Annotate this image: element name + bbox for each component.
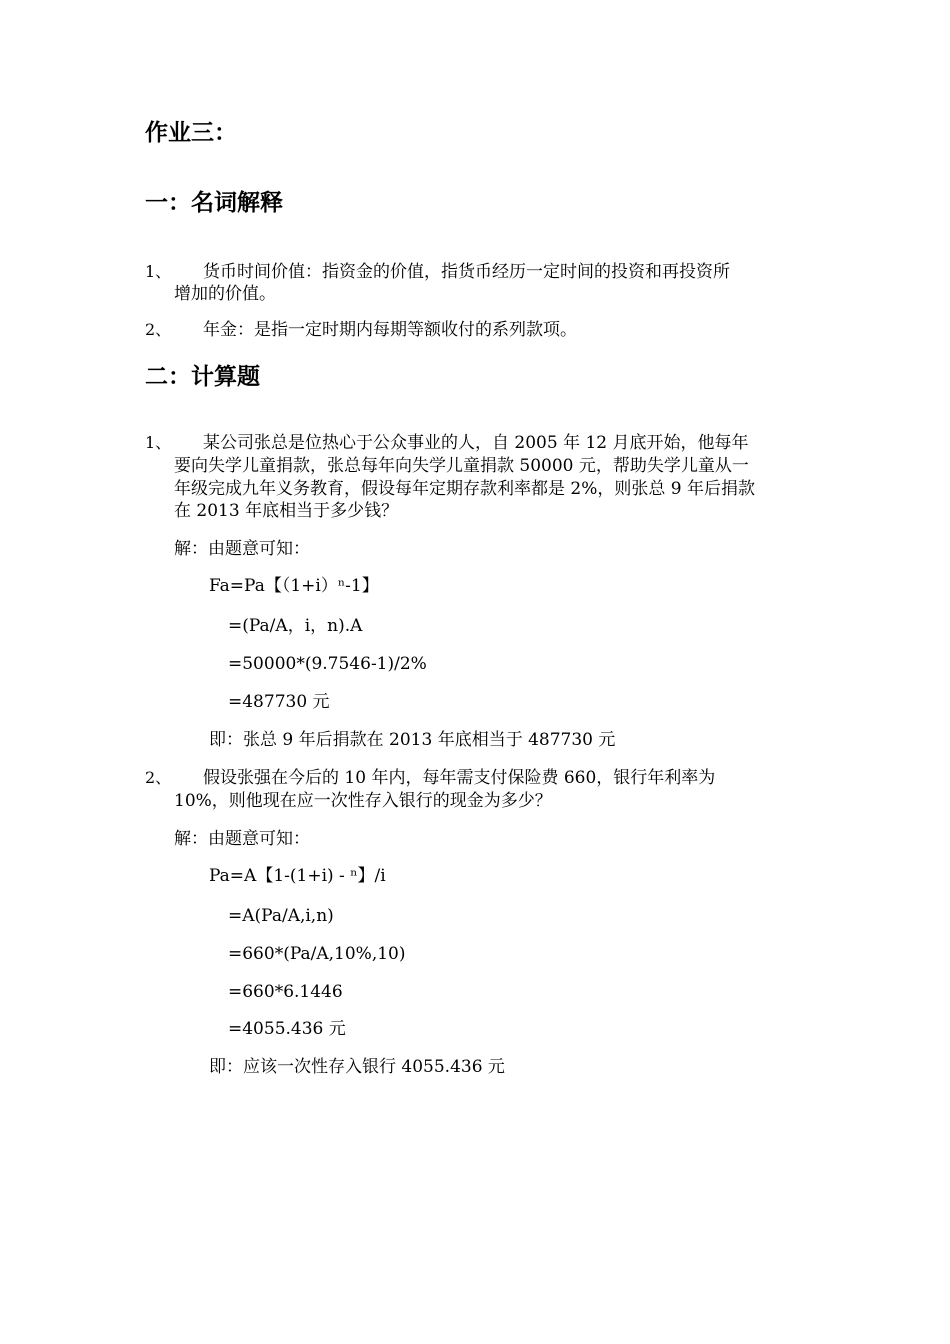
question-number: 1、 [145, 433, 172, 452]
formula: Fa=Pa【（1+i）ⁿ-1】 [209, 576, 379, 596]
definition-line: 增加的价值。 [174, 284, 276, 304]
solution-step: =4055.436 元 [228, 1019, 346, 1039]
question-line: 某公司张总是位热心于公众事业的人，自 2005 年 12 月底开始，他每年 [203, 433, 749, 453]
page-title: 作业三： [145, 120, 237, 146]
solution-step: =A(Pa/A,i,n) [228, 906, 334, 926]
section-heading-definitions: 一：名词解释 [145, 190, 283, 216]
question-line: 10%，则他现在应一次性存入银行的现金为多少？ [174, 791, 552, 811]
question-line: 年级完成九年义务教育，假设每年定期存款利率都是 2%，则张总 9 年后捐款 [174, 479, 755, 499]
question-number: 2、 [145, 768, 172, 787]
solution-step: =487730 元 [228, 692, 330, 712]
answer: 即：应该一次性存入银行 4055.436 元 [209, 1057, 505, 1077]
solution-step: =660*6.1446 [228, 982, 343, 1002]
solution-step: =(Pa/A，i，n).A [228, 616, 363, 636]
answer: 即：张总 9 年后捐款在 2013 年底相当于 487730 元 [209, 730, 616, 750]
solution-label: 解：由题意可知： [174, 829, 310, 849]
solution-label: 解：由题意可知： [174, 539, 310, 559]
item-number: 2、 [145, 320, 172, 339]
solution-step: =660*(Pa/A,10%,10) [228, 944, 406, 964]
question-line: 假设张强在今后的 10 年内，每年需支付保险费 660，银行年利率为 [203, 768, 716, 788]
question-line: 在 2013 年底相当于多少钱？ [174, 501, 399, 521]
section-heading-calculations: 二：计算题 [145, 364, 260, 390]
definition-line: 货币时间价值：指资金的价值，指货币经历一定时间的投资和再投资所 [203, 262, 730, 282]
item-number: 1、 [145, 262, 172, 281]
solution-step: =50000*(9.7546-1)/2% [228, 654, 427, 674]
formula: Pa=A【1-(1+i) - ⁿ】/i [209, 866, 386, 886]
question-line: 要向失学儿童捐款，张总每年向失学儿童捐款 50000 元，帮助失学儿童从一 [174, 456, 749, 476]
definition-line: 年金：是指一定时期内每期等额收付的系列款项。 [203, 320, 577, 340]
